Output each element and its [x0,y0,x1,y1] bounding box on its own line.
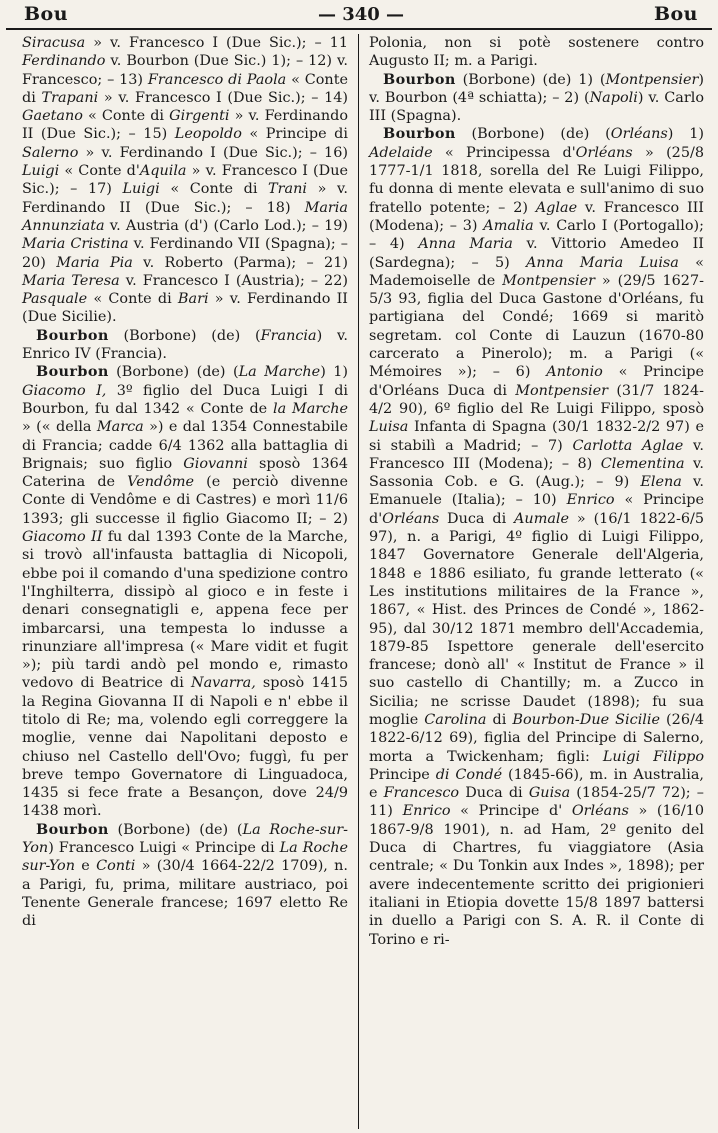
italic-text: Orléans [571,803,629,820]
italic-text: Aquila [139,163,187,180]
dictionary-entry [22,327,348,364]
body-text: v. Emanuele (Italia); – 10) [369,474,704,509]
italic-text: Siracusa [22,35,86,51]
italic-text: Giacomo II [22,529,103,546]
italic-text: Napoli [589,89,638,106]
text-columns [6,34,712,1129]
body-text: v. Vittorio Amedeo II (Sardegna); – 5) [369,236,704,271]
body-text: « Conte di [159,181,269,198]
body-text: » v. Francesco I (Due Sic.); – 14) [98,89,349,106]
italic-text: Montpensier [515,382,609,399]
body-text: (1854-25/7 72); – 11) [369,785,705,820]
italic-text: Maria Annunziata [22,199,348,234]
body-text: Infanta di Spagna (30/1 1832-2/2 97) e si stabilì a Madrid; – 7) [369,419,704,454]
body-text: (Borbone) (de) ( [108,821,243,838]
body-text: » v. Francesco I (Due Sic.); – 17) [22,163,348,198]
italic-text: Luisa [369,419,409,436]
body-text: fu dal 1393 Conte de la Marche, si trovò all'infausta battaglia di Nicopoli, ebbe poi il comando d'una spedizione contro l'Inghilterra, dissipò al gioco e in feste i denari consegnatigli e, appena fece per imbarcarsi, una tempesta lo indusse a rinunziare all'impresa (« Mare vidit et fugit »); più tardi andò pel mondo e, rimasto vedovo di Beatrice di [22,529,348,692]
italic-text: Maria Teresa [22,272,120,289]
italic-text: La Roche sur-Yon [22,840,349,875]
right-column [359,34,712,1129]
body-text: ) v. Enrico IV (Francia). [22,327,348,363]
body-text: (Borbone) (de) ( [108,327,261,344]
body-text: ) 1) [320,364,348,381]
italic-text: Clementina [600,455,685,472]
body-text: ) v. Carlo III (Spagna). [369,89,704,125]
italic-text: Enrico [566,492,615,509]
italic-text: Luigi Filippo [602,748,704,765]
italic-text: Leopoldo [174,126,242,143]
italic-text: Francia [260,327,317,344]
italic-text: Elena [640,474,682,491]
italic-text: La Roche-sur-Yon [22,821,349,857]
italic-text: Ferdinando [22,53,106,70]
italic-text: Aglae [535,199,578,216]
body-text: v. Austria (d') (Carlo Lod.); – 19) [104,217,348,234]
italic-text: Giacomo I, [22,382,107,399]
italic-text: Francesco [383,785,460,802]
dictionary-entry [22,821,348,931]
header-left-word: Bou [24,3,69,25]
body-text: » v. Ferdinando II (Due Sicilie). [22,291,348,326]
body-text: (Borbone) (de) ( [455,126,611,143]
italic-text: Gaetano [22,108,83,125]
body-text: Principe [369,766,436,783]
italic-text: Luigi [122,181,160,198]
italic-text: Trapani [41,89,99,106]
body-text: v. Ferdinando VII (Spagna); – 20) [22,236,349,271]
italic-text: Trani [268,181,307,198]
body-text: (26/4 1822-6/12 69), figlia del Principe di Salerno, morta a Twickenham; figli: [369,711,704,765]
body-text: (Borbone) (de) 1) ( [455,71,606,88]
italic-text: Aumale [514,510,570,527]
body-text: Polonia, non si potè sostenere contro Augusto II; m. a Parigi. [369,35,704,70]
entry-headword: Bourbon [36,363,109,381]
body-text: » (29/5 1627-5/3 93, figlia del Duca Gastone d'Orléans, fu partigiana del Condé; 1669 si maritò segretam. col Conte di Lauzun (1670-80 carcerato a Pinerolo); m. a Parigi (« Mémoires »); – 6) [369,272,704,381]
body-text: v. Francesco I (Austria); – 22) [119,272,348,289]
italic-text: Carolina [424,711,487,728]
italic-text: Anna Maria [418,236,513,253]
body-text: ) v. Bourbon (4ª schiatta); – 2) ( [369,71,704,106]
body-text: Duca di [439,510,515,527]
page-header [6,0,712,30]
italic-text: Orléans [382,510,440,527]
italic-text: Vendôme [127,474,195,491]
body-text: ) 1) [667,126,704,143]
italic-text: Pasquale [22,291,88,308]
dictionary-entry [369,125,704,948]
italic-text: Adelaide [369,144,433,161]
italic-text: Anna Maria Luisa [526,254,679,271]
italic-text: Orléans [575,144,633,161]
italic-text: Montpensier [605,71,699,88]
body-text: » (25/8 1777-1/1 1818, sorella del Re Luigi Filippo, fu donna di mente elevata e sull'animo di suo fratello potente; – 2) [369,144,704,216]
body-text: « Principe d' [450,803,572,820]
body-text: » (30/4 1664-22/2 1709), n. a Parigi, fu, prima, militare austriaco, poi Tenente Generale francese; 1697 eletto Re di [22,858,348,930]
entry-headword: Bourbon [383,70,456,88]
body-text: v. Francesco III (Modena); – 3) [369,199,704,234]
italic-text: Maria Pia [56,254,133,271]
entry-continuation [369,34,704,71]
body-text: » v. Francesco I (Due Sic.); – 11 [85,35,348,51]
body-text: « Conte di [87,291,178,308]
italic-text: Bari [177,291,209,308]
italic-text: Salerno [22,144,79,161]
body-text: « Conte di [82,108,170,125]
body-text: « Principessa d' [432,144,576,161]
body-text: v. Bourbon (Due Sic.) 1); – 12) v. Francesco; – 13) [22,53,348,88]
body-text: sposò 1364 Caterina de [22,455,348,491]
italic-text: Enrico [402,803,451,820]
body-text: (31/7 1824-4/2 90), 6º figlio del Re Luigi Filippo, sposò [369,382,704,417]
body-text: v. Francesco III (Modena); – 8) [369,437,704,472]
italic-text: Amalia [483,217,534,234]
italic-text: Francesco di Paola [147,71,287,88]
body-text: v. Sassonia Cob. e G. (Aug.); – 9) [369,455,704,491]
body-text: v. Carlo I (Portogallo); – 4) [369,217,704,253]
italic-text: Marca [96,419,144,436]
body-text: (e perciò divenne Conte di Vendôme e di Castres) e morì 11/6 1393; gli successe il figlio Giacomo II; – 2) [22,474,348,527]
italic-text: Bourbon-Due Sicilie [512,711,661,728]
body-text: « Mademoiselle de [369,254,704,289]
body-text: (1845-66), m. in Australia, e [369,766,705,802]
body-text: » v. Ferdinando II (Due Sic.); – 15) [22,108,348,143]
body-text: « Conte d' [59,163,140,180]
italic-text: Antonio [546,364,603,381]
italic-text: Orléans [610,126,668,143]
body-text: « Principe d' [369,492,704,527]
italic-text: la Marche [273,400,349,417]
italic-text: Carlotta Aglae [572,437,684,454]
body-text: Duca di [459,785,529,802]
entry-headword: Bourbon [36,820,109,838]
italic-text: Giovanni [183,455,248,472]
italic-text: La Marche [238,364,321,381]
body-text: « Conte di [22,71,348,106]
left-column [6,34,359,1129]
body-text: » v. Ferdinando I (Due Sic.); – 16) [78,144,348,161]
body-text: e [75,858,97,875]
body-text: » (16/1 1822-6/5 97), n. a Parigi, 4º figlio di Luigi Filippo, 1847 Governatore Generale dell'Algeria, 1848 e 1886 esiliato, fu grande letterato (« Les institutions militaires de la France », 1867, « Hist. des Princes de Condé », 1862-95), dal 30/12 1871 membro dell'Accademia, 1879-85 Ispettore generale dell'esercito francese; donò all' « Institut de France » il suo castello di Chantilly; m. a Zucco in Sicilia; ne scrisse Daudet (1898); fu sua moglie [369,510,704,728]
italic-text: Maria Cristina [22,236,129,253]
italic-text: Guisa [528,785,571,802]
body-text: ) Francesco Luigi « Principe di [48,840,280,857]
page-number: — 340 — [317,3,405,25]
italic-text: Conti [96,858,136,875]
italic-text: di Condé [435,766,503,783]
body-text: 3º figlio del Duca Luigi I di Bourbon, fu dal 1342 « Conte de [22,382,349,417]
header-right-word: Bou [653,3,698,25]
body-text: « Principe di [241,126,348,143]
body-text: » (« della [22,419,97,436]
dictionary-entry [22,363,348,820]
entry-headword: Bourbon [383,125,456,143]
body-text: di [486,711,513,728]
body-text: sposò 1415 la Regina Giovanna II di Napoli e n' ebbe il titolo di Re; ma, volendo egli correggere la moglie, venne dai Napolitani deposto e chiuso nel Castello dell'Ovo; fuggì, fu per breve tempo Governatore di Linguadoca, 1435 si fece frate a Besançon, dove 24/9 1438 morì. [22,675,348,820]
italic-text: Montpensier [502,272,595,289]
entry-continuation [22,34,348,327]
italic-text: Navarra, [190,675,256,692]
body-text: « Principe d'Orléans Duca di [369,364,704,399]
entry-headword: Bourbon [36,326,109,344]
italic-text: Luigi [22,163,60,180]
body-text: v. Roberto (Parma); – 21) [132,254,348,271]
body-text: ») e dal 1354 Connestabile di Francia; cadde 6/4 1362 alla battaglia di Brignais; suo figlio [22,419,348,472]
body-text: » v. Ferdinando II (Due Sic.); – 18) [22,181,348,216]
dictionary-entry [369,71,704,126]
italic-text: Girgenti [169,108,230,125]
body-text: (Borbone) (de) ( [108,364,239,381]
body-text: » (16/10 1867-9/8 1901), n. ad Ham, 2º genito del Duca di Chartres, fu viaggiatore (Asia centrale; « Du Tonkin aux Indes », 1898); per avere indecentemente scritto dei prigionieri italiani in Etiopia dovette 15/8 1897 battersi in duello a Parigi con S. A. R. il Conte di Torino e ri- [369,803,704,948]
